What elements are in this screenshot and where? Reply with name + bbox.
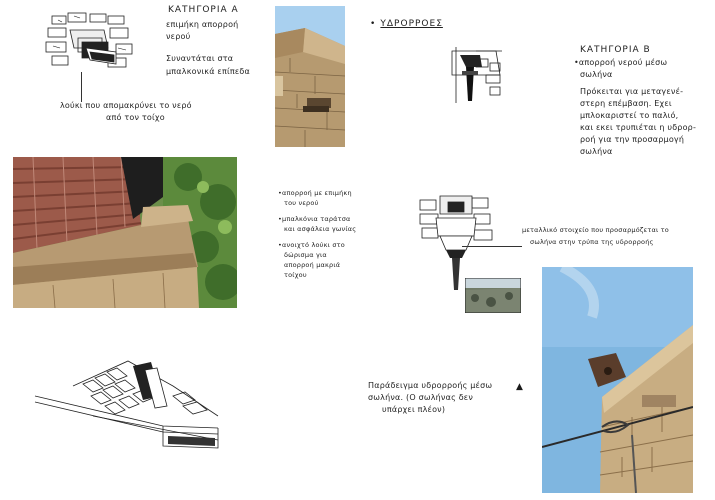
photo-note-3-line-4: τοίχου	[284, 271, 307, 279]
photo-wall-spout-sky	[542, 267, 693, 493]
photo-notes	[278, 188, 373, 280]
arrow-marker-icon: ▲	[516, 382, 523, 392]
photo-note-2	[278, 214, 373, 234]
example-caption	[368, 380, 492, 416]
example-caption-3: υπάρχει πλέον)	[382, 405, 446, 414]
sketch-caption-b-1: μεταλλικό στοιχείο που προσαρμόζεται το	[522, 226, 669, 234]
category-b-subtitle-2: σωλήνα	[580, 70, 613, 79]
category-b-desc-3: μπλοκαριστεί το παλιό,	[580, 111, 679, 120]
sketch-caption-a-1: λούκι που απομακρύνει το νερό	[60, 101, 192, 110]
photo-note-3	[278, 240, 373, 280]
sketch-pipe-bracket	[446, 45, 506, 105]
section-title	[370, 11, 443, 30]
bullet-icon: •	[278, 189, 283, 197]
example-caption-2: σωλήνα. (Ο σωλήνας δεν	[368, 393, 474, 402]
category-a-desc-1: Συναντάται στα	[166, 54, 234, 63]
category-b-desc-5: ροή για την προσαρμογή	[580, 135, 685, 144]
category-b-desc-6: σωλήνα	[580, 147, 613, 156]
category-b-desc-2: στερη επέμβαση. Εχει	[580, 99, 672, 108]
category-a-desc-2: μπαλκονικά επίπεδα	[166, 67, 250, 76]
sketch-spout-pipe-pointer	[462, 246, 522, 247]
bullet-icon: •	[370, 19, 376, 29]
photo-note-2-line-2: και ασφάλεια γωνίας	[284, 225, 357, 233]
category-b-subtitle-1	[574, 57, 667, 69]
sketch-caption-a-2: από τον τοίχο	[106, 113, 165, 122]
bullet-icon: •	[278, 215, 283, 223]
sketch-caption-b-2: σωλήνα στην τρύπα της υδρορροής	[530, 238, 654, 246]
category-a-subtitle-1: επιμήκη απορροή	[166, 20, 239, 29]
category-b-title: ΚΑΤΗΓΟΡΙΑ Β	[580, 45, 651, 55]
photo-note-1	[278, 188, 373, 208]
category-a-title: ΚΑΤΗΓΟΡΙΑ Α	[168, 5, 239, 15]
category-b-desc	[580, 86, 710, 158]
category-b-desc-1: Πρόκειται για μεταγενέ-	[580, 87, 684, 96]
photo-note-3-line-1: ανοιχτό λούκι στο	[282, 241, 345, 249]
category-a-subtitle-2: νερού	[166, 32, 191, 41]
photo-small-wall	[465, 278, 521, 313]
category-b-subtitle-1-text: απορροή νερού μέσω	[578, 58, 668, 67]
category-b-desc-4: και εκει τρυπιέται η υδρορ-	[580, 123, 697, 132]
example-caption-1: Παράδειγμα υδρορροής μέσω	[368, 381, 493, 390]
photo-note-3-line-3: απορροή μακριά	[284, 261, 341, 269]
sketch-spout-pipe	[416, 192, 496, 290]
sketch-pointer-line	[81, 72, 82, 102]
photo-note-1-line-1: απορροή με επιμήκη	[282, 189, 352, 197]
photo-note-2-line-1: μπαλκόνια ταράτσα	[282, 215, 351, 223]
photo-note-3-line-2: δώρισμα για	[284, 251, 327, 259]
sketch-roof-edge	[33, 356, 228, 456]
photo-stone-wall-spout	[275, 6, 345, 147]
photo-note-1-line-2: του νερού	[284, 199, 319, 207]
bullet-icon: •	[574, 58, 579, 67]
sketch-spout-wall	[38, 8, 138, 78]
photo-roof-gutter	[13, 157, 237, 308]
bullet-icon: •	[278, 241, 283, 249]
section-title-text: ΥΔΡΟΡΡΟΕΣ	[380, 19, 443, 29]
